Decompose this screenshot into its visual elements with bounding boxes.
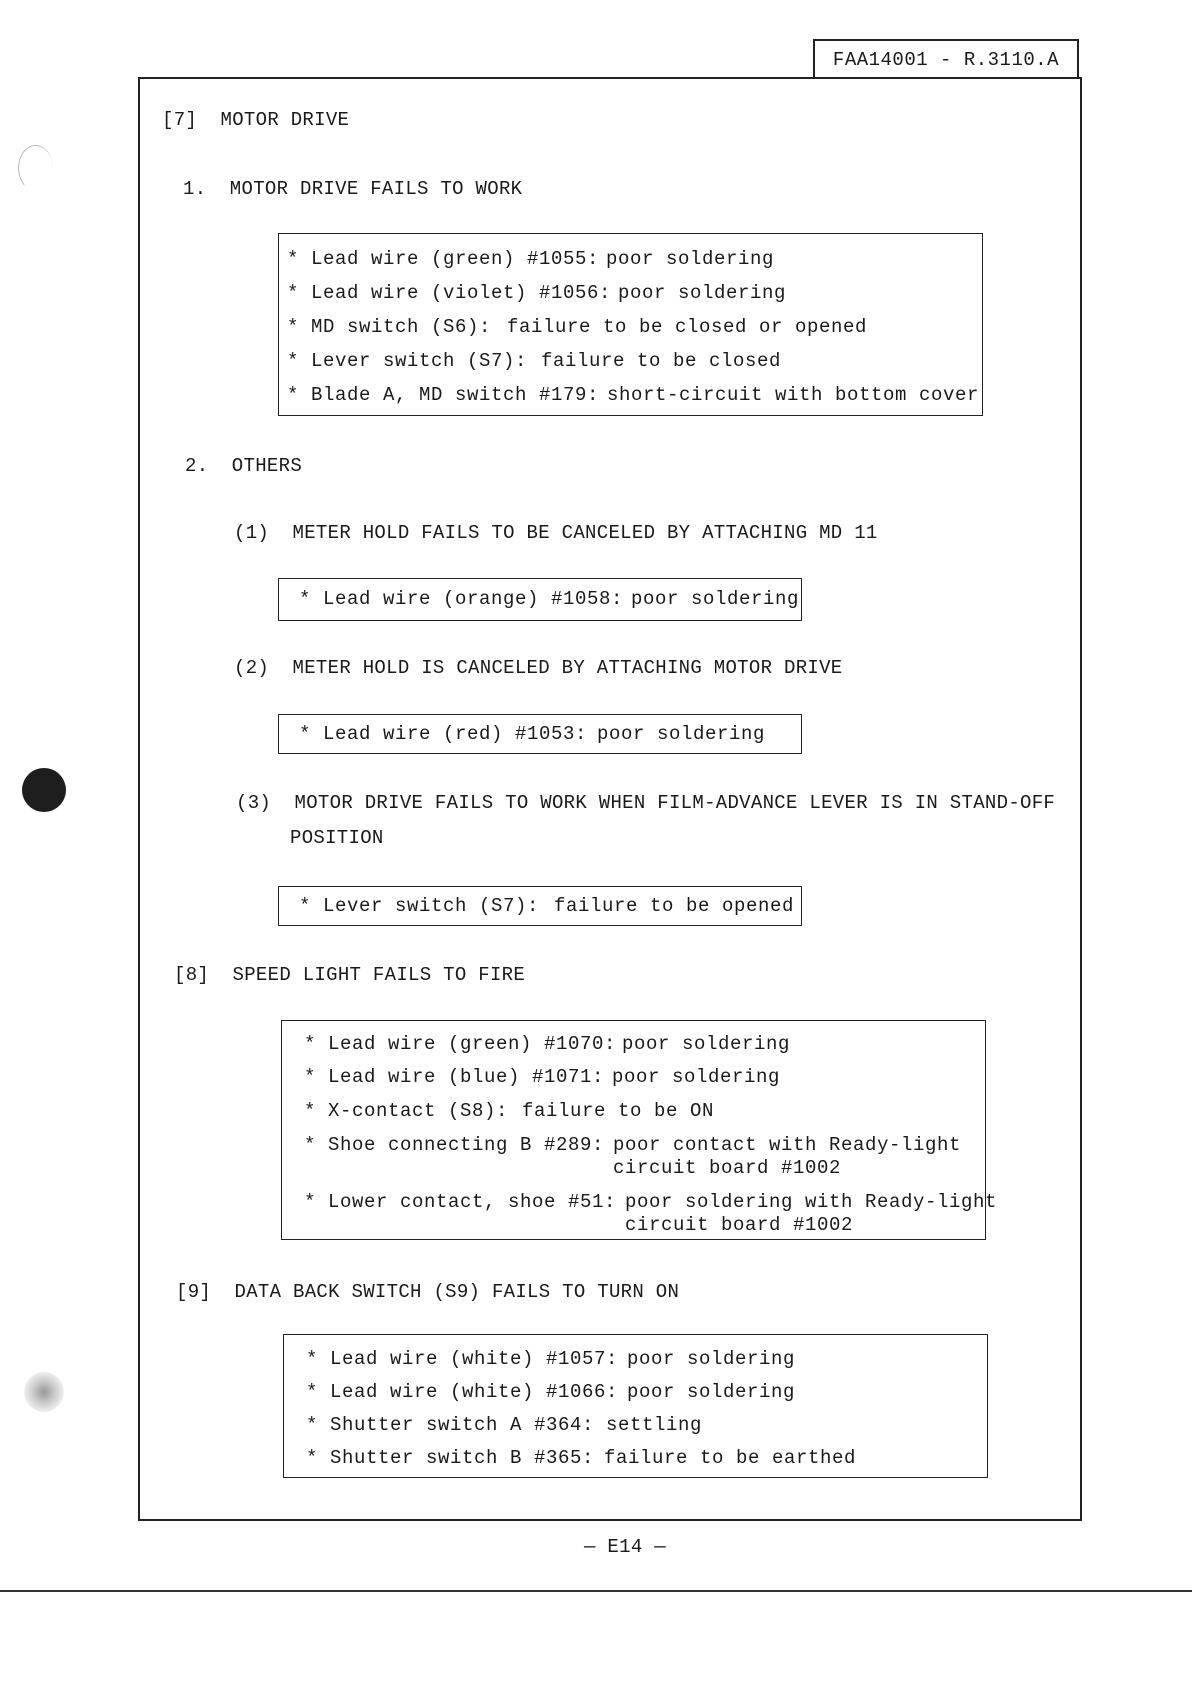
fault-desc: settling [606,1414,703,1436]
section-7-sub2-title: 2. OTHERS [185,455,303,477]
fault-desc: failure to be earthed [604,1447,857,1469]
fault-desc: poor contact with Ready-light [613,1134,962,1156]
fault-desc: short-circuit with bottom cover [607,384,980,406]
binder-hole-mark [22,768,66,812]
binder-hole-mark [18,145,53,191]
fault-box-speed-light [281,1020,998,1240]
section-7-p2-title: (2) METER HOLD IS CANCELED BY ATTACHING MOTOR DRIVE [234,657,843,679]
fault-desc: poor soldering [606,248,775,270]
fault-desc: poor soldering [612,1066,781,1088]
page-number: — E14 — [584,1536,666,1558]
section-7-p1-title: (1) METER HOLD FAILS TO BE CANCELED BY ATTACHING MD 11 [234,522,878,544]
fault-desc-cont: circuit board #1002 [625,1214,854,1236]
fault-label: * MD switch (S6): [287,316,492,338]
fault-label: * Lead wire (violet) #1056: [287,282,612,304]
fault-box-motor-drive [278,233,983,416]
fault-label: * Lead wire (orange) #1058: [299,588,624,610]
section-7-p3-title-cont: POSITION [290,827,384,849]
fault-desc: poor soldering [622,1033,791,1055]
binder-hole-mark [24,1372,64,1412]
fault-box-p3 [278,886,802,926]
fault-label: * Lead wire (white) #1066: [306,1381,619,1403]
fault-label: * Shutter switch B #365: [306,1447,595,1469]
fault-desc: poor soldering with Ready-light [625,1191,998,1213]
fault-desc-cont: circuit board #1002 [613,1157,842,1179]
fault-label: * Lead wire (red) #1053: [299,723,588,745]
fault-label: * Lower contact, shoe #51: [304,1191,617,1213]
fault-box-p1 [278,578,802,621]
fault-desc: poor soldering [631,588,800,610]
section-8-heading: [8] SPEED LIGHT FAILS TO FIRE [174,964,526,986]
fault-desc: failure to be opened [554,895,795,917]
fault-desc: failure to be closed or opened [507,316,868,338]
document-code: FAA14001 - R.3110.A [813,39,1079,77]
fault-desc: poor soldering [618,282,787,304]
fault-box-data-back [283,1334,988,1478]
fault-label: * X-contact (S8): [304,1100,509,1122]
fault-label: * Lever switch (S7): [299,895,540,917]
fault-label: * Blade A, MD switch #179: [287,384,600,406]
section-7-heading: [7] MOTOR DRIVE [162,109,350,131]
bottom-rule [0,1590,1192,1592]
fault-label: * Lever switch (S7): [287,350,528,372]
fault-label: * Lead wire (blue) #1071: [304,1066,605,1088]
fault-desc: poor soldering [627,1381,796,1403]
section-9-heading: [9] DATA BACK SWITCH (S9) FAILS TO TURN ON [176,1281,680,1303]
fault-label: * Lead wire (white) #1057: [306,1348,619,1370]
fault-label: * Shoe connecting B #289: [304,1134,605,1156]
fault-desc: poor soldering [627,1348,796,1370]
fault-desc: poor soldering [597,723,766,745]
fault-box-p2 [278,714,802,754]
fault-label: * Lead wire (green) #1055: [287,248,600,270]
section-7-sub1-title: 1. MOTOR DRIVE FAILS TO WORK [183,178,523,200]
fault-label: * Lead wire (green) #1070: [304,1033,617,1055]
fault-label: * Shutter switch A #364: [306,1414,595,1436]
fault-desc: failure to be closed [541,350,782,372]
fault-desc: failure to be ON [522,1100,715,1122]
section-7-p3-title: (3) MOTOR DRIVE FAILS TO WORK WHEN FILM-ADVANCE LEVER IS IN STAND-OFF [236,792,1056,814]
